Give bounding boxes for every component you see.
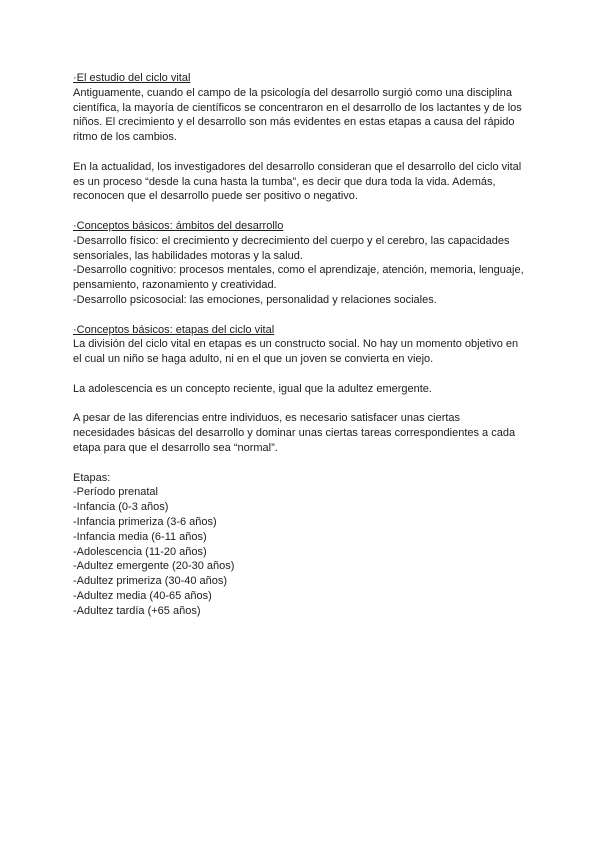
text-line: A pesar de las diferencias entre individuos, es necesario satisfacer unas ciertas [73, 412, 461, 425]
text-line: pensamiento, razonamiento y creatividad. [73, 279, 277, 292]
document-page [73, 71, 533, 618]
paragraph-adolescencia [73, 382, 533, 397]
spacer [73, 204, 533, 219]
paragraph-diferencias [73, 411, 533, 455]
text-line: En la actualidad, los investigadores del desarrollo consideran que el desarrollo del ciclo vital [73, 160, 522, 173]
text-line: ritmo de los cambios. [73, 131, 177, 144]
spacer [73, 397, 533, 412]
list-item: -Infancia media (6-11 años) [73, 530, 207, 543]
text-line: científica, la mayoría de científicos se concentraron en el desarrollo de los lactantes y de los [73, 101, 522, 114]
section-heading-etapas: ·Conceptos básicos: etapas del ciclo vital [73, 323, 275, 336]
text-line: -Desarrollo psicosocial: las emociones, personalidad y relaciones sociales. [73, 293, 437, 306]
list-item: -Adultez primeriza (30-40 años) [73, 575, 228, 588]
list-item: -Adultez media (40-65 años) [73, 589, 212, 602]
list-item: -Infancia primeriza (3-6 años) [73, 515, 217, 528]
text-line: es un proceso “desde la cuna hasta la tumba”, es decir que dura toda la vida. Además, [73, 175, 496, 188]
list-item: -Adultez emergente (20-30 años) [73, 560, 235, 573]
text-line: necesidades básicas del desarrollo y dominar unas ciertas tareas correspondientes a cada [73, 427, 516, 440]
paragraph-actualidad [73, 160, 533, 204]
spacer [73, 456, 533, 471]
list-item: -Infancia (0-3 años) [73, 501, 169, 514]
list-item: -Adolescencia (11-20 años) [73, 545, 207, 558]
text-line: niños. El crecimiento y el desarrollo son más evidentes en estas etapas a causa del rápido [73, 116, 515, 129]
list-item: -Adultez tardía (+65 años) [73, 604, 201, 617]
paragraph-division [73, 337, 533, 367]
text-line: -Desarrollo físico: el crecimiento y decrecimiento del cuerpo y el cerebro, las capacidades [73, 234, 510, 247]
text-line: La división del ciclo vital en etapas es un constructo social. No hay un momento objetivo en [73, 338, 519, 351]
text-line: el cual un niño se haga adulto, ni en el que un joven se convierta en viejo. [73, 353, 434, 366]
paragraph-ambitos [73, 234, 533, 308]
text-line: La adolescencia es un concepto reciente, igual que la adultez emergente. [73, 382, 432, 395]
text-line: Antiguamente, cuando el campo de la psicología del desarrollo surgió como una disciplina [73, 86, 513, 99]
text-line: -Desarrollo cognitivo: procesos mentales, como el aprendizaje, atención, memoria, lenguaje, [73, 264, 524, 277]
text-line: sensoriales, las habilidades motoras y la salud. [73, 249, 303, 262]
section-heading-estudio: ·El estudio del ciclo vital [73, 72, 191, 84]
list-item: -Período prenatal [73, 486, 158, 499]
section-heading-ambitos: ·Conceptos básicos: ámbitos del desarrollo [73, 219, 284, 232]
stages-list [73, 485, 533, 618]
spacer [73, 367, 533, 382]
spacer [73, 145, 533, 160]
text-line: reconocen que el desarrollo puede ser positivo o negativo. [73, 190, 358, 203]
stages-title: Etapas: [73, 471, 111, 484]
spacer [73, 308, 533, 323]
paragraph-antiguamente [73, 86, 533, 145]
text-line: etapa para que el desarrollo sea “normal”. [73, 441, 278, 454]
